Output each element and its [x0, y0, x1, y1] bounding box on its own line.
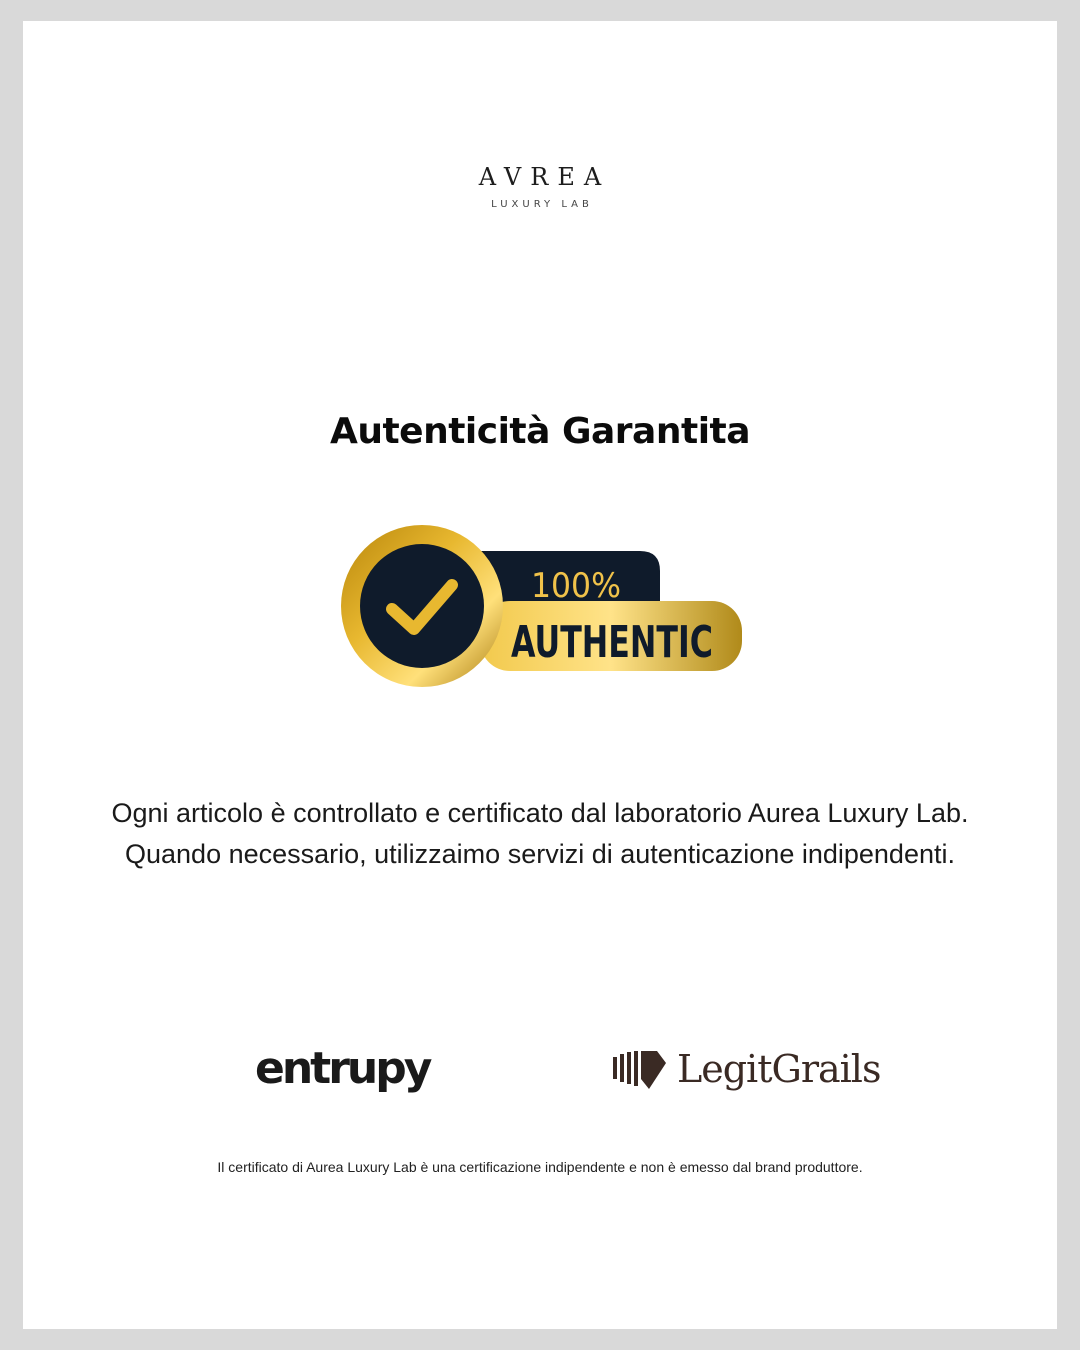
partner-entrupy-logo: entrupy — [255, 1043, 430, 1094]
badge-label: AUTHENTIC — [511, 617, 713, 668]
partner-logos — [23, 1039, 1057, 1109]
page-title: Autenticità Garantita — [329, 411, 751, 452]
badge-percent: 100% — [531, 566, 621, 606]
diamond-icon — [613, 1051, 666, 1089]
disclaimer-text: Il certificato di Aurea Luxury Lab è una certificazione indipendente e non è emesso dal brand produttore. — [217, 1159, 863, 1175]
brand-subtitle: LUXURY LAB — [491, 199, 593, 210]
authentic-badge — [340, 523, 744, 689]
brand-name: AVREA — [478, 163, 611, 191]
certificate-card — [23, 21, 1057, 1329]
badge-inner-circle — [360, 544, 484, 668]
brand-logo — [23, 163, 1057, 210]
partner-legitgrails-logo: LegitGrails — [677, 1047, 881, 1091]
description-text: Ogni articolo è controllato e certificato dal laboratorio Aurea Luxury Lab. Quando necessario, utilizzaimo servizi di autenticazione indipendenti. — [111, 798, 969, 869]
